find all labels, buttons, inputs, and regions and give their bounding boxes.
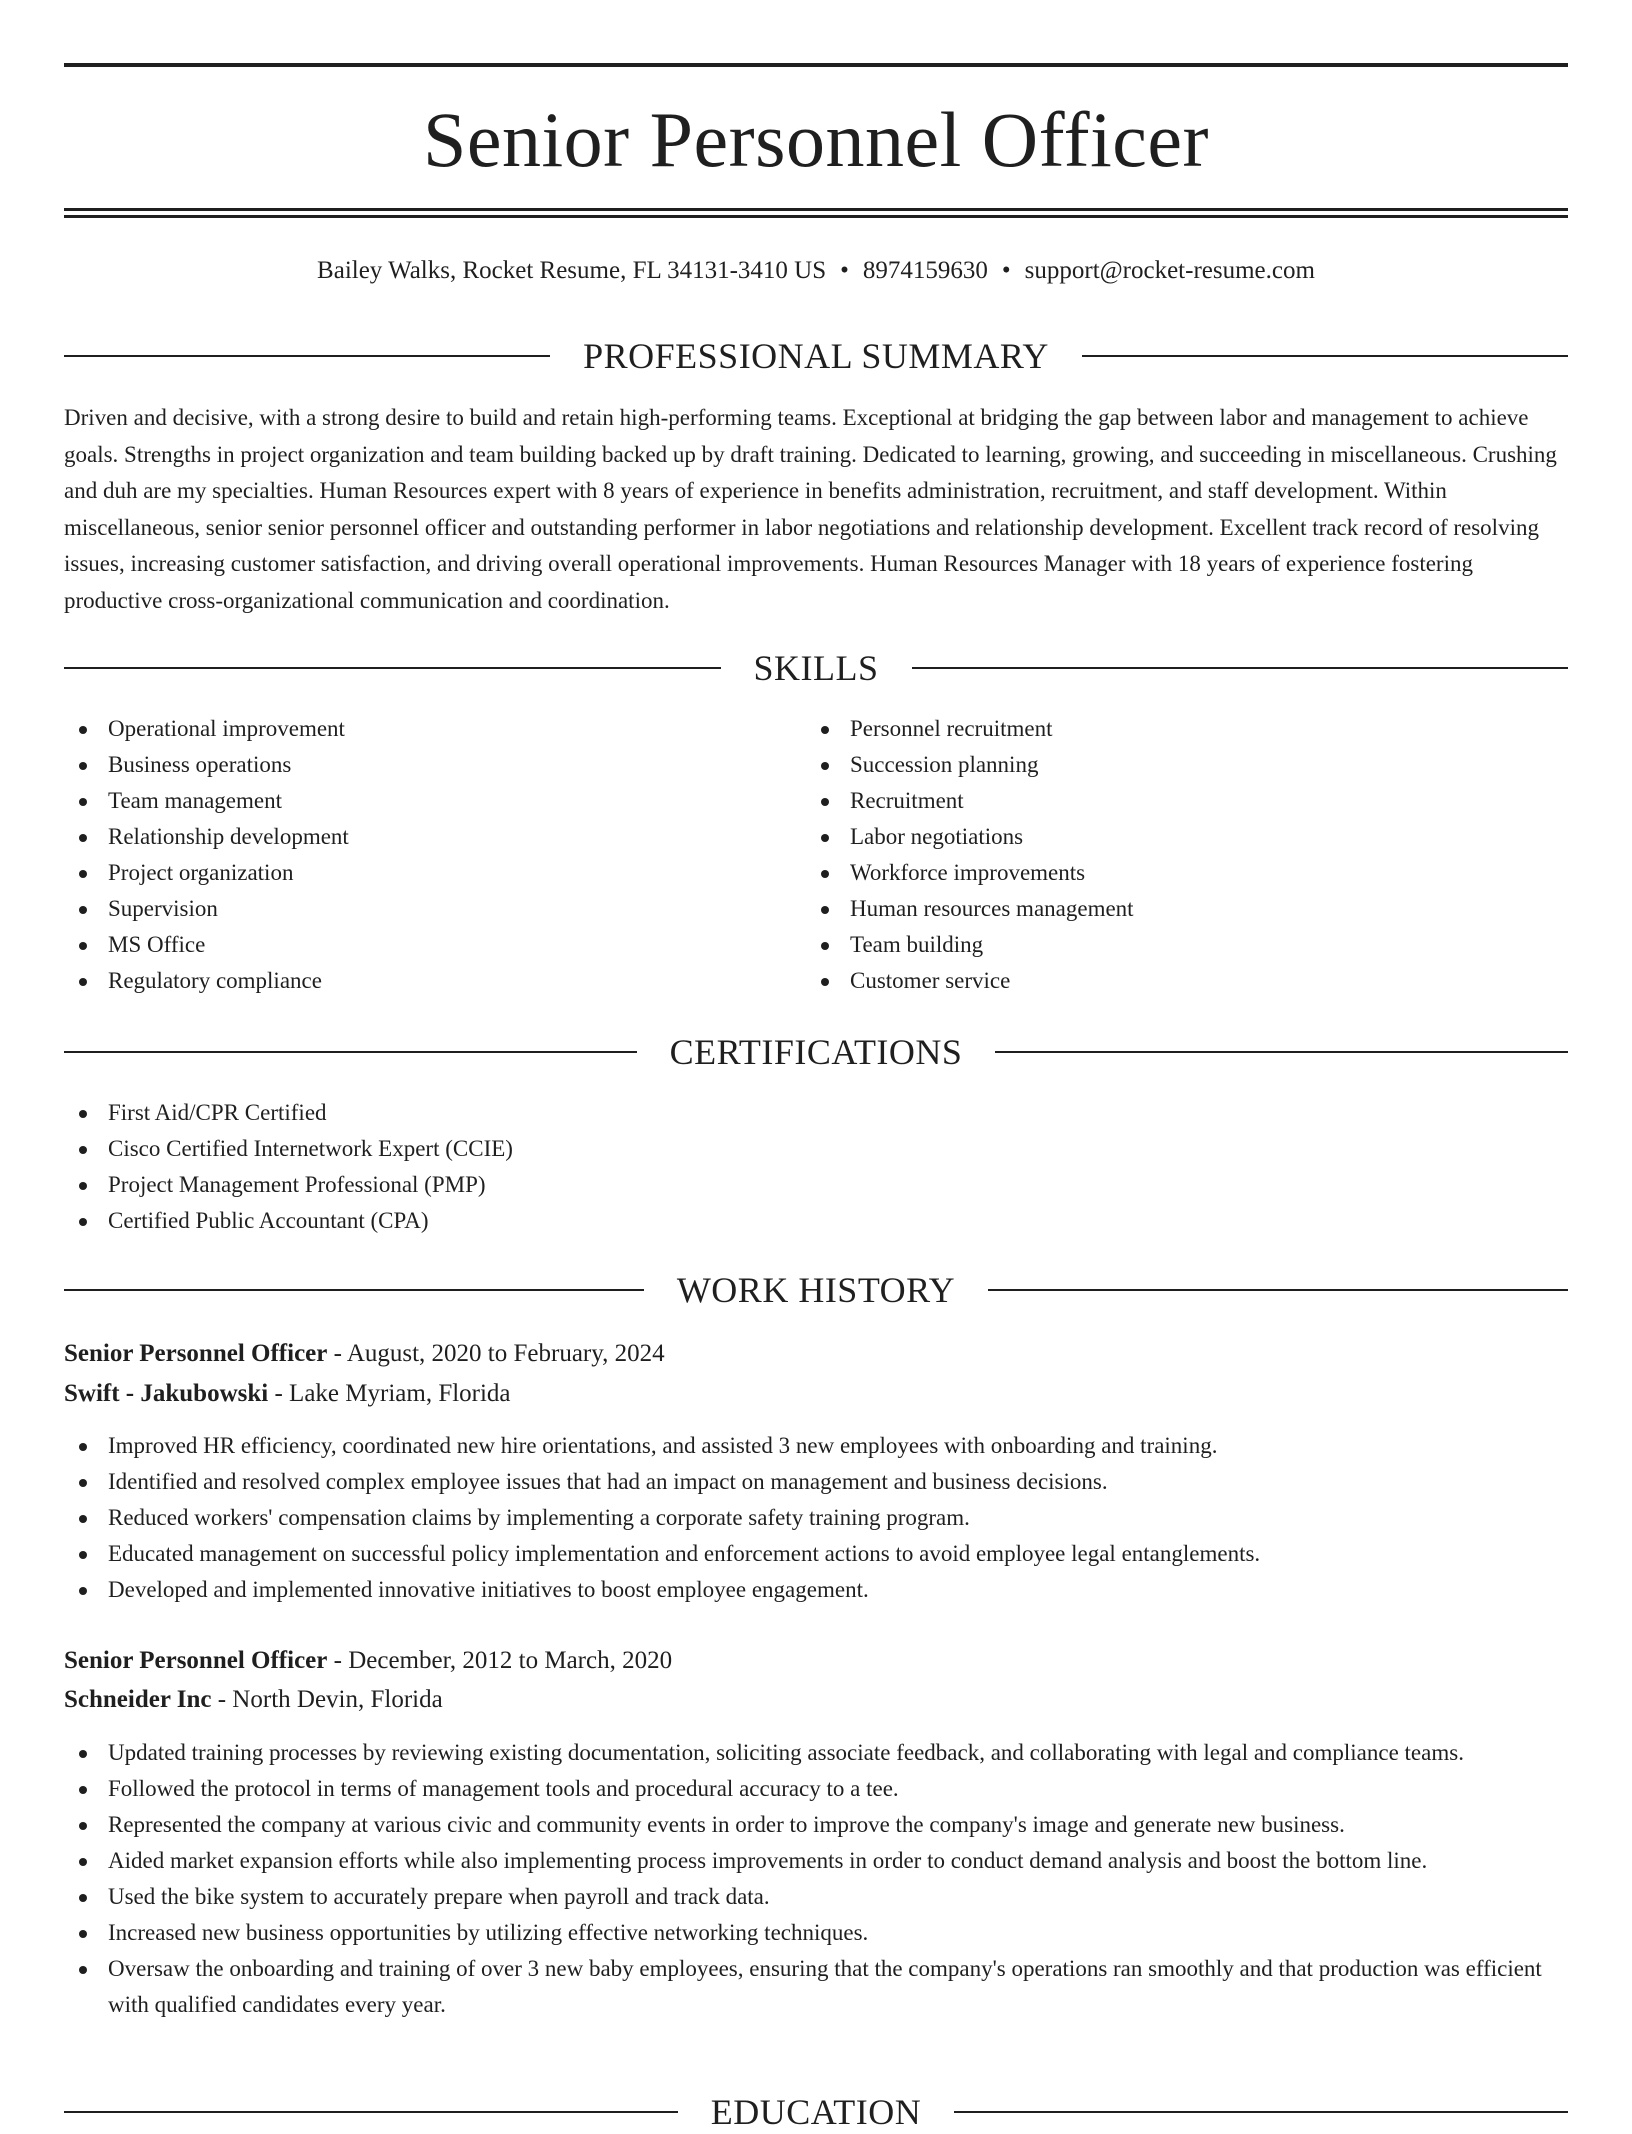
section-title: SKILLS	[753, 648, 879, 688]
section-heading-skills	[64, 646, 1568, 690]
contact-separator: •	[1001, 257, 1011, 284]
section-heading-summary	[64, 334, 1568, 378]
job-company: Schneider Inc	[64, 1686, 212, 1713]
section-title: WORK HISTORY	[676, 1270, 956, 1310]
skill-item: Team management	[64, 783, 804, 819]
section-heading-education	[64, 2090, 1568, 2134]
heading-rule	[64, 355, 550, 357]
job-duty-item: Aided market expansion efforts while also implementing process improvements in order to conduct demand analysis and boost the bottom line.	[64, 1843, 1568, 1879]
job-duty-item: Followed the protocol in terms of management tools and procedural accuracy to a tee.	[64, 1771, 1568, 1807]
summary-text: Driven and decisive, with a strong desire to build and retain high-performing teams. Exceptional at bridging the gap between labor and management to achieve goals. Strengths in project organization and team building backed up by draft training. Dedicated to learning, growing, and succeeding in miscellaneous. Crushing and duh are my specialties. Human Resources expert with 8 years of experience in benefits administration, recruitment, and staff development. Within miscellaneous, senior senior personnel officer and outstanding performer in labor negotiations and relationship development. Excellent track record of resolving issues, increasing customer satisfaction, and driving overall operational improvements. Human Resources Manager with 18 years of experience fostering productive cross-organizational communication and coordination.	[64, 405, 1557, 613]
certification-item: Certified Public Accountant (CPA)	[64, 1203, 1568, 1239]
skill-item: Regulatory compliance	[64, 963, 804, 999]
job-duties-list	[64, 1428, 1568, 1608]
section-title: CERTIFICATIONS	[669, 1032, 963, 1072]
skill-item: Workforce improvements	[806, 855, 1546, 891]
heading-rule	[64, 667, 721, 669]
skill-item: Business operations	[64, 747, 804, 783]
certification-item: Project Management Professional (PMP)	[64, 1167, 1568, 1203]
skill-item: Human resources management	[806, 891, 1546, 927]
section-heading-work-history	[64, 1268, 1568, 1312]
certifications-list	[64, 1095, 1568, 1239]
skill-item: Project organization	[64, 855, 804, 891]
job-title-line	[64, 1643, 1568, 1679]
contact-line	[64, 254, 1568, 288]
job-duty-item: Improved HR efficiency, coordinated new hire orientations, and assisted 3 new employees with onboarding and training.	[64, 1428, 1568, 1464]
heading-rule	[912, 667, 1569, 669]
job-duty-item: Represented the company at various civic and community events in order to improve the company's image and generate new business.	[64, 1807, 1568, 1843]
job-duty-item: Identified and resolved complex employee issues that had an impact on management and business decisions.	[64, 1464, 1568, 1500]
job-company-line	[64, 1682, 1568, 1718]
job-dates: - December, 2012 to March, 2020	[327, 1647, 673, 1674]
skill-item: Team building	[806, 927, 1546, 963]
job-duty-item: Increased new business opportunities by utilizing effective networking techniques.	[64, 1915, 1568, 1951]
title-rule-upper	[64, 208, 1568, 211]
skill-item: Operational improvement	[64, 711, 804, 747]
job-dates: - August, 2020 to February, 2024	[327, 1340, 665, 1367]
heading-rule	[954, 2111, 1568, 2113]
top-rule	[64, 63, 1568, 67]
contact-address: Bailey Walks, Rocket Resume, FL 34131-3410 US	[317, 257, 827, 284]
job-company-line	[64, 1376, 1568, 1412]
title-rule-lower	[64, 215, 1568, 218]
job-title: Senior Personnel Officer	[64, 1647, 328, 1674]
contact-email: support@rocket-resume.com	[1024, 257, 1315, 284]
job-title: Senior Personnel Officer	[64, 1340, 328, 1367]
skill-item: Succession planning	[806, 747, 1546, 783]
certifications-block	[64, 1095, 1568, 1239]
certification-item: Cisco Certified Internetwork Expert (CCIE)	[64, 1131, 1568, 1167]
heading-rule	[1082, 355, 1568, 357]
skill-item: Customer service	[806, 963, 1546, 999]
job-duty-item: Developed and implemented innovative initiatives to boost employee engagement.	[64, 1572, 1568, 1608]
page-title: Senior Personnel Officer	[422, 96, 1210, 183]
job-duty-item: Used the bike system to accurately prepare when payroll and track data.	[64, 1879, 1568, 1915]
job-duty-item: Educated management on successful policy implementation and enforcement actions to avoid employee legal entanglements.	[64, 1536, 1568, 1572]
heading-rule	[995, 1051, 1568, 1053]
certification-item: First Aid/CPR Certified	[64, 1095, 1568, 1131]
skills-left-column	[64, 711, 804, 999]
skill-item: Personnel recruitment	[806, 711, 1546, 747]
contact-separator: •	[840, 257, 849, 284]
job-company: Swift - Jakubowski	[64, 1380, 269, 1407]
job-bullets	[64, 1428, 1568, 1608]
job-bullets	[64, 1735, 1568, 2023]
heading-rule	[64, 1051, 637, 1053]
heading-rule	[64, 1289, 644, 1291]
job-location: - North Devin, Florida	[211, 1686, 443, 1713]
job-duty-item: Updated training processes by reviewing existing documentation, soliciting associate feedback, and collaborating with legal and compliance teams.	[64, 1735, 1568, 1771]
section-heading-certifications	[64, 1030, 1568, 1074]
skill-item: Recruitment	[806, 783, 1546, 819]
job-duty-item: Reduced workers' compensation claims by implementing a corporate safety training program.	[64, 1500, 1568, 1536]
skills-right-column	[806, 711, 1546, 999]
section-title: EDUCATION	[710, 2092, 922, 2132]
skill-item: MS Office	[64, 927, 804, 963]
job-duties-list	[64, 1735, 1568, 2023]
skill-item: Labor negotiations	[806, 819, 1546, 855]
job-duty-item: Oversaw the onboarding and training of over 3 new baby employees, ensuring that the company's operations ran smoothly and that production was efficient with qualified candidates every year.	[64, 1951, 1568, 2023]
job-title-line	[64, 1336, 1568, 1372]
contact-phone: 8974159630	[862, 257, 988, 284]
skills-list-right	[806, 711, 1546, 999]
section-title: PROFESSIONAL SUMMARY	[583, 336, 1049, 376]
skills-list-left	[64, 711, 804, 999]
skill-item: Supervision	[64, 891, 804, 927]
heading-rule	[64, 2111, 678, 2113]
job-location: - Lake Myriam, Florida	[268, 1380, 511, 1407]
heading-rule	[988, 1289, 1568, 1291]
skill-item: Relationship development	[64, 819, 804, 855]
